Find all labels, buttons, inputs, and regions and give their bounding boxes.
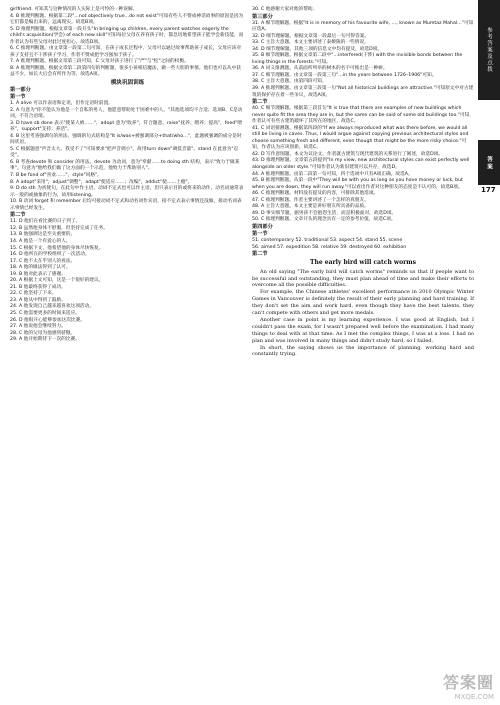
answer-line: 第二节 (10, 212, 26, 219)
answer-line: 26. D 他很开心能够参加这次比赛。 (10, 317, 85, 323)
answer-line: 56. aimed 57. expedition 58. relative 59. destroyed 60. exhibition (252, 244, 407, 250)
answer-line: 第一部分 (10, 87, 31, 94)
answer-line: 第一节 (10, 94, 26, 101)
answer-line: 5. D 推理判断题。根据文章第一段开头"In bringing up children, every parent watches eagerly the child's acquisition(学会) of each new skill"可知每位父母在养育孩子时，都急切地希望孩子能学会新技能，而作者认为有些父母对此过度担心，故选D项。 (10, 26, 244, 45)
answer-line: 8. A adopt"采用"，adjust"调整"，adapt"使适应……；改编"，addict"使……上瘾"。 (10, 179, 193, 185)
answer-line: 43. D 推理判断题。文章第五段提到"In my view, new architectural styles can exist perfectly well alongside an older style."可知作者认为新旧建筑可以共存，故选D。 (252, 158, 470, 171)
answer-line: 3. D have sb done 表示"使某人被……"。adopt 意为"收养"，符合题意。raise"抚养；喂养；提高"，feed"喂养"，support"支持；养活"。 (10, 120, 243, 133)
answer-line: 38. C 主旨大意题。由第四段可知。 (252, 79, 327, 85)
answer-line: 37. C 细节理解题。由文章第一段第三句"…in the years between 1726–1906"可知。 (252, 72, 437, 78)
answer-line: 第二节 (252, 251, 268, 258)
answer-line: 19. B 他对此表示了感谢。 (10, 271, 66, 277)
answer-line: 4. B 这里考查强调句的用法，强调的句式结构是"It is/was+被强调部分+that/who…"，此题被强调的成分是时间状语。 (10, 133, 242, 146)
answer-line: 44. A 推理判断题。由第二段第一句可知，四个选项中只有A项正确，故选A。 (252, 171, 413, 177)
left-answer-column (10, 7, 245, 344)
answer-line: 41. C 词语猜测题。根据第四段的"If we always reproduced what was there before, we would all still be living in caves. Thus, I would argue against copying previous architectural styles and choose something fresh and different, even though that might be the more risky choice."可知，作者认为应该创新，故选C。 (252, 125, 469, 151)
answer-line: 11. D 他们在看比赛的日子到了。 (10, 219, 81, 225)
answer-line: 29. A 他开始期待下一次的比赛。 (10, 337, 80, 343)
watermark (443, 670, 494, 701)
answer-line: 20. A 根据上文可知，这是一个很好的建议。 (10, 278, 104, 284)
answer-line: 49. D 事实细节题。据男孩不会抱怨生活，而是积极面对，故选D项。 (252, 210, 397, 216)
answer-line: 39. A 推理判断题。由文章第三段第一句"Not all historical buildings are attractive."可知原文中对古建筑的保护存在着一些争议，故选A项。 (252, 86, 474, 98)
answer-line: 15. C 根据下文，他希望他的身体尽快恢复。 (10, 245, 104, 251)
answer-line: 33. C 主旨大意题。本文主要讲述了泰姬陵的一些情况。 (252, 40, 369, 46)
answer-line: 47. C 推理判断题。作者主要讲述了一个怎样的真朋友。 (252, 197, 369, 203)
answer-line: 14. A 他是一个有爱心的人。 (10, 238, 71, 244)
answer-line: 21. B 他最终获得了成功。 (10, 284, 66, 290)
answer-line: 17. C 他不太在乎别人的看法。 (10, 258, 76, 264)
answer-line: 25. C 他需要更多的时间来适应。 (10, 310, 80, 316)
answer-line: 2. A 句意为"你不能认为他是一个自私的男人，他愿意帮助处于困难中的人。"其他选项均不合适；选项B、C是动词，不符合语境。 (10, 107, 243, 120)
answer-line: 35. B 细节理解题。根据文章第二段中"…interfered(干涉) with the invisible bonds between the living things in the forests."可知。 (252, 53, 463, 65)
essay-paragraph: In short, the saying shows us the importance of planning, working hard and constantly trying. (252, 344, 474, 358)
answer-line: 28. C 他的父母为他感到骄傲。 (10, 330, 76, 336)
essay-paragraph: For example, the Chinese athletes' excellent performance in 2010 Olympic Winter Games in Vancouver is definitely the result of their early planning and hard training. If they don't set the aim and work hard, even though they have the best talents, they can't compete with others and get more medals. (252, 289, 474, 317)
answer-line: 51. contemporary 52. traditional 53. aspect 54. stand 55. scene (252, 237, 403, 243)
answer-line: 50. C 推理判断题。文章开头的理念具有一定的参考价值，故选C项。 (252, 217, 396, 223)
essay-paragraph: Another case in point is my learning experience. I was good at English, but I couldn't pass the exam, for I wasn't prepared well before the examination. I had many things to deal with at that time. As I met the complex things, I was at a loss. I had no plan and was involved in many things and didn't study hard, so I failed. (252, 316, 474, 344)
answer-line: 7. B be fond of"喜欢……"，style"风格"。 (10, 173, 102, 179)
answer-line: 23. A 他从中得到了鼓励。 (10, 297, 66, 303)
answer-line: 16. D 他所在的学校组织了一次活动。 (10, 252, 90, 258)
answer-line: 18. A 他的做法得到了认可。 (10, 265, 71, 271)
answer-line: 4. B 推理判断题。根据第二段"...not objectively true...do not exist"可知有些人不赞成神话故事的原因是因为它们都是编出来的，远离现实。故选B项。 (10, 13, 244, 26)
answer-line: 22. C 他坚持了下来。 (10, 291, 57, 297)
answer-line: girlfriend. 可知其与这种情况的人实际上是可怜的一种误解。 (10, 7, 138, 12)
answer-line: 32. D 细节理解题。根据文章第一段最后一句可得答案。 (252, 33, 370, 39)
answer-line: 1. A alive 可以作表语和定语，但作定语时前置。 (10, 101, 113, 107)
page-number: 177 (481, 186, 496, 194)
answer-line: 31. A 细节理解题。根据"It is in memory of his favourite wife, …, known as Mumtaz Mahal…"可知应选A。 (252, 20, 474, 33)
answer-line: 第二节 (252, 99, 268, 106)
watermark-line2: MXQE.COM (454, 693, 494, 701)
watermark-line1: 答案圈 (442, 673, 494, 692)
essay-body (252, 269, 474, 359)
sample-essay (252, 260, 474, 358)
side-tab-section: 答 案 (478, 140, 500, 185)
right-answer-column (252, 7, 474, 358)
answer-line: 9. D do sth 为祈使句，在此句中作主语，动词不定式也可以作主语，但只表示目的或将来的动作，动名词通常表示一般的或抽象的行为，故用listening。 (10, 186, 244, 198)
answer-line: 36. A 词义推测题。从前面所列举的树木的名字可推出是一种树。 (252, 66, 388, 72)
answer-line: 7. A 推理判断题。根据文章第三段可知，C 父母对孩子进行了"严"与"松"之间的权衡。 (10, 59, 189, 65)
answer-line: 8. A 推理判断题。根据文章第二段第四句的判断题，很多小孩相信魔法，做一些大胆的事情。他们也可以从中获益不少，如长大后会有所作为等，故选A项。 (10, 65, 241, 78)
side-tab-label: 参考答案及点拨 (478, 0, 500, 100)
answer-line: 24. A 他发现自己越来越喜欢这项活动。 (10, 304, 94, 310)
answer-line: 6. C 推理判断题。由文章第一段第二句可知，在孩子成长过程中，父母可以通过故事帮助孩子成长，父母应该对孩子支持且不干涉孩子学习，作者不赞成把学习强加于孩子。 (10, 46, 242, 58)
answer-line: 27. A 他说他会继续努力。 (10, 324, 66, 330)
essay-paragraph: An old saying "The early bird will catch worms" reminds us that if people want to be successful and outstanding, they must plan ahead of time and make their efforts to overcome all the possible difficulties. (252, 268, 474, 289)
answer-line: 12. B 虽然他身体不舒服，但坚持完成了任务。 (10, 225, 109, 231)
answer-line: 6. B 考查devote 和 consider 的用法。devote 为动词，意为"奉献……to doing sth 结构，表示"致力于做某事"。句意为"他给我们做了这方面的一个示范，他致力于帮助别人"。 (10, 159, 240, 172)
essay-title: The early bird will catch worms (310, 259, 416, 267)
answer-line: 第三部分 (252, 13, 273, 20)
answer-line: 40. C 细节理解题。根据第三段首句"It is true that there are examples of new buildings which never quite fit the area they are in, but the same can be said of some old buildings too."可知，作者认可有些古建筑破坏了其所在的地区，故选C。 (252, 106, 474, 125)
right-answer-lines (252, 7, 474, 258)
answer-line: 42. D 写作意图题。本文为议论文，作者就古建筑与现代建筑的关系进行了阐述，故选D项。 (252, 151, 444, 157)
answer-line: 30. C 他感谢大家对他的帮助。 (252, 7, 318, 12)
answer-line: 48. A 主旨大意题。本文主要是讲好朋友所具备的品质。 (252, 204, 369, 210)
answer-line: 第一节 (252, 230, 268, 237)
answer-line: 13. B 他强调这是至关重要的。 (10, 232, 76, 238)
answer-line: 34. D 细节理解题。其他三项的信息文中均有提及，故选D项。 (252, 46, 383, 52)
answer-line: 10. B 动词 forget 和 remember 后均可接动词不定式和动名词作宾语，接不定式表示事情还没做，接动名词表示事情已经发生。 (10, 199, 242, 211)
answer-line: 46. C 推理判断题。材料没有提及的内容，可排除其他选项。 (252, 191, 379, 197)
answer-line: 45. B 推理判断题。从第一段中"They will be with you as long as you have money or luck, but when you are down, they will run away."可以看出作者对这种朋友的态度是不认可的，故选B项。 (252, 178, 463, 190)
answer-line: 5. C 根据题意"声音太大，我受不了"可知要求"把声音调小"，故用turn down"调低音量"。stand 在此意为"忍受"。 (10, 146, 239, 159)
answer-line: 第四部分 (252, 223, 273, 230)
answer-line: 模块巩固训练 (110, 80, 145, 87)
